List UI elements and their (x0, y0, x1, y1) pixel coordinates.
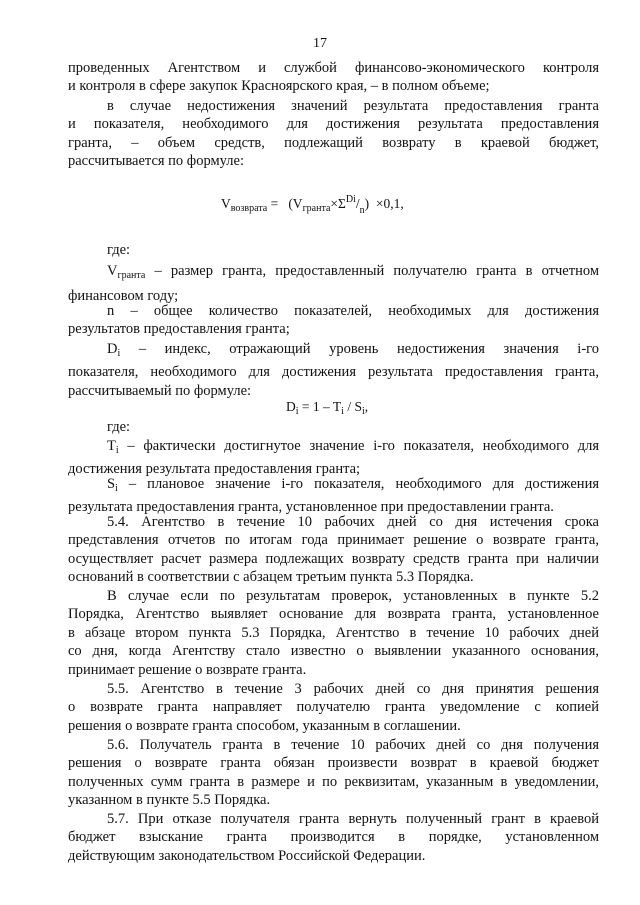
formula-return-volume: $V_{возврата}$ = $(V_{гранта}\times\Sigma^{Di}/_n) \times 0,1$, (221, 194, 404, 216)
symbol-s-i: $S_i$ (107, 476, 118, 494)
paragraph-non-achievement: в случае недостижения значений результата предоставления гранта и показателя, необходимого для достижения результата предоставления гранта, – объем средств, подлежащий возврату в краевой бюджет, рассчитывается по формуле: (68, 98, 599, 170)
paragraph-case: В случае если по результатам проверок, установленных в пункте 5.2 Порядка, Агентство выявляет основание для возврата гранта, установленное в абзаце втором пункта 5.3 Порядка, Агентство в течение 10 рабочих дней со дня, когда Агентству стало известно о выявлении указанного основания, принимает решение о возврате гранта. (68, 588, 599, 678)
paragraph-5-7: 5.7. При отказе получателя гранта вернуть полученный грант в краевой бюджет взыскание гранта производится в порядке, установленном действующим законодательством Российской Федерации. (68, 811, 599, 864)
symbol-v-grant: $V_{гранта}$ (107, 263, 146, 281)
formula-d-index: $D_i = 1 - T_i / S_i$, (286, 399, 369, 417)
definition-n: n – общее количество показателей, необходимых для достижения результатов предоставления гранта; (68, 303, 599, 338)
where-label-2: где: (107, 419, 131, 435)
paragraph-5-4: 5.4. Агентство в течение 10 рабочих дней со дня истечения срока представления отчетов по итогам года принимает решение о возврате гранта, осуществляет расчет размера подлежащих возврату средств гранта при наличии оснований в соответствии с абзацем третьим пункта 5.3 Порядка. (68, 514, 599, 586)
paragraph-continuation: проведенных Агентством и службой финансово-экономического контроля и контроля в сфере закупок Красноярского края, – в полном объеме; (68, 60, 599, 95)
symbol-d-i: $D_i$ (107, 341, 121, 359)
symbol-t-i: $T_i$ (107, 438, 119, 456)
page-number: 17 (313, 36, 327, 51)
definition-d: $D_i$ – индекс, отражающий уровень недостижения значения i-го показателя, необходимого для достижения результата предоставления гранта, рассчитываемый по формуле: (68, 341, 599, 399)
where-label-1: где: (107, 242, 131, 258)
definition-v-grant: $V_{гранта}$ – размер гранта, предоставленный получателю гранта в отчетном финансовом году; (68, 263, 599, 305)
paragraph-5-6: 5.6. Получатель гранта в течение 10 рабочих дней со дня получения решения о возврате гранта обязан произвести возврат в краевой бюджет полученных сумм гранта в размере и по реквизитам, указанным в уведомлении, указанном в пункте 5.5 Порядка. (68, 737, 599, 809)
paragraph-5-5: 5.5. Агентство в течение 3 рабочих дней со дня принятия решения о возврате гранта направляет получателю гранта уведомление с копией решения о возврате гранта способом, указанным в соглашении. (68, 681, 599, 734)
definition-s: $S_i$ – плановое значение i-го показателя, необходимого для достижения результата предоставления гранта, установленное при предоставлении гранта. (68, 476, 599, 516)
definition-t: $T_i$ – фактически достигнутое значение i-го показателя, необходимого для достижения результата предоставления гранта; (68, 438, 599, 478)
